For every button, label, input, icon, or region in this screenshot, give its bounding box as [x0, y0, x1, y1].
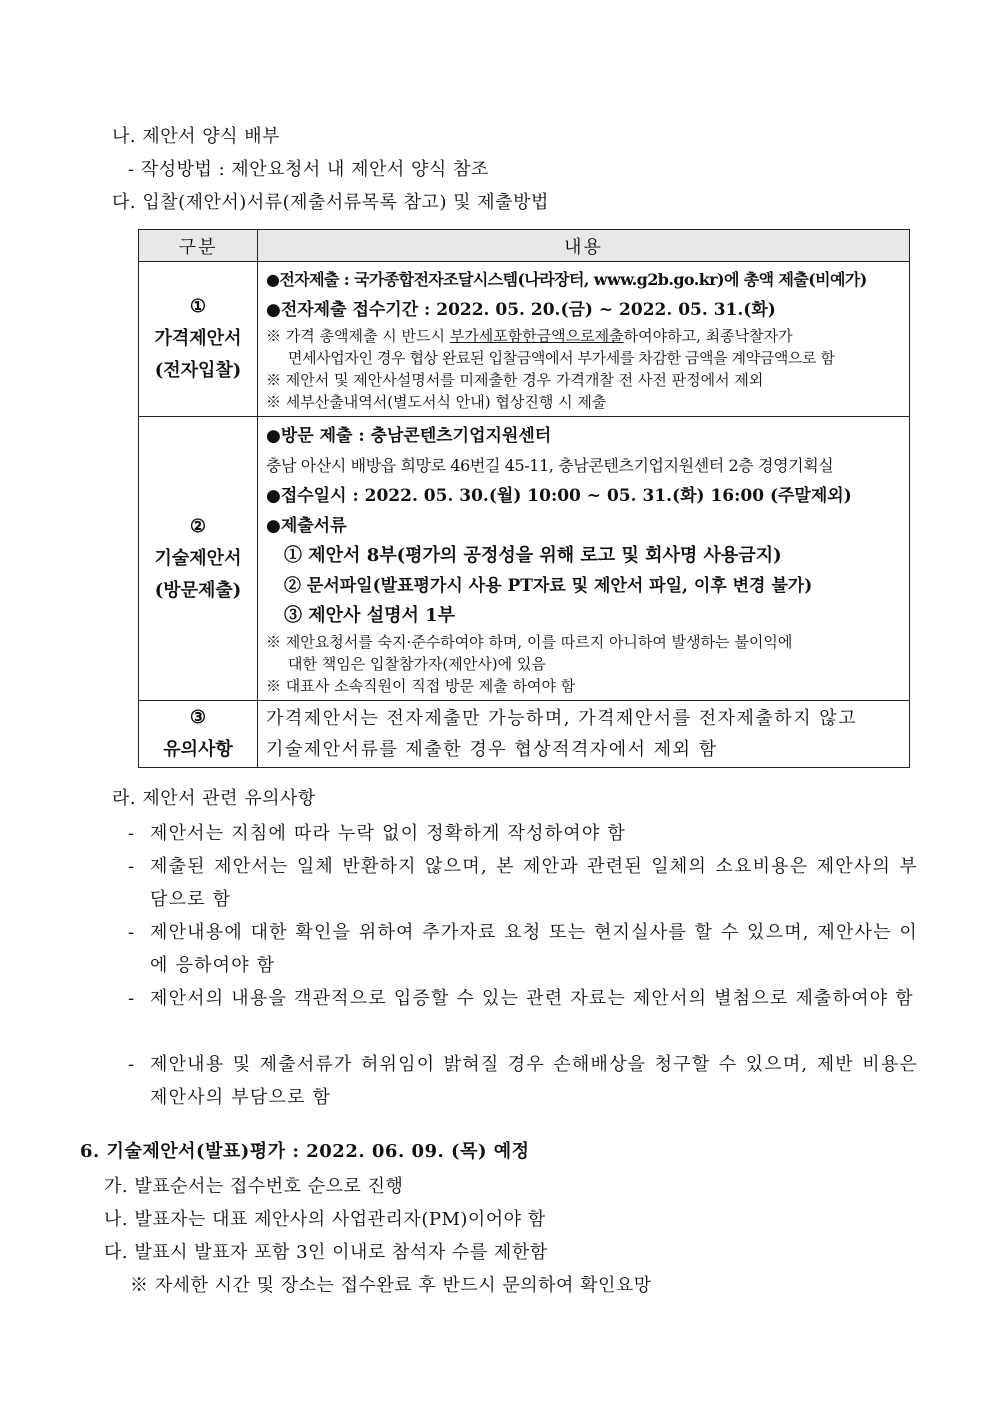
- row2-note2: ※ 대표사 소속직원이 직접 방문 제출 하여야 함: [266, 676, 576, 695]
- row1-line1: ●전자제출 : 국가종합전자조달시스템(나라장터, www.g2b.go.kr)에 총액 제출(비예가): [266, 270, 867, 289]
- table-row: [139, 417, 910, 701]
- row1-note1: [266, 325, 901, 347]
- table-row: [139, 262, 910, 417]
- row2-label: [139, 417, 258, 701]
- header-category: 구분: [139, 230, 258, 262]
- row3-title: 유의사항: [163, 739, 233, 760]
- row3-line2: 기술제안서류를 제출한 경우 협상적격자에서 제외 함: [266, 739, 718, 760]
- section6-na: 나. 발표자는 대표 제안사의 사업관리자(PM)이어야 함: [104, 1209, 546, 1230]
- row3-label: [139, 701, 258, 768]
- item-na: 나. 제안서 양식 배부: [112, 126, 280, 147]
- row2-item1: ① 제안서 8부(평가의 공정성을 위해 로고 및 회사명 사용금지): [284, 544, 782, 566]
- row2-sub: (방문제출): [154, 579, 242, 601]
- section6-note: ※ 자세한 시간 및 장소는 접수완료 후 반드시 문의하여 확인요망: [130, 1275, 652, 1296]
- list-item: - 제안서의 내용을 객관적으로 입증할 수 있는 관련 자료는 제안서의 별첨으로 제출하여야 함: [128, 988, 914, 1009]
- item-na-dash: - 작성방법 : 제안요청서 내 제안서 양식 참조: [128, 159, 489, 180]
- row2-title: 기술제안서: [154, 547, 242, 569]
- list-item: - 제안내용 및 제출서류가 허위임이 밝혀질 경우 손해배상을 청구할 수 있으며, 제반 비용은 제안사의 부담으로 함: [128, 1054, 918, 1108]
- row2-line1: ●방문 제출 : 충남콘텐츠기업지원센터: [266, 425, 552, 446]
- table-header-row: [139, 230, 910, 262]
- list-item: - 제안내용에 대한 확인을 위하여 추가자료 요청 또는 현지실사를 할 수 있으며, 제안사는 이에 응하여야 함: [128, 922, 918, 976]
- row2-line2: 충남 아산시 배방읍 희망로 46번길 45-11, 충남콘텐츠기업지원센터 2층 경영기획실: [266, 455, 834, 475]
- row1-title: 가격제안서: [154, 328, 242, 349]
- row1-num: ①: [189, 296, 207, 317]
- row1-sub: (전자입찰): [154, 360, 242, 381]
- row1-note1-post: 하여야하고, 최종낙찰자가: [623, 327, 793, 345]
- row2-item3: ③ 제안사 설명서 1부: [284, 604, 456, 626]
- list-item: - 제안서는 지침에 따라 누락 없이 정확하게 작성하여야 함: [128, 823, 626, 844]
- row1-label: [139, 262, 258, 417]
- row1-line2: ●전자제출 접수기간 : 2022. 05. 20.(금) ~ 2022. 05. 31.(화): [266, 300, 776, 320]
- submission-table: [138, 229, 910, 768]
- row1-note2: ※ 제안서 및 제안사설명서를 미제출한 경우 가격개찰 전 사전 판정에서 제외: [266, 371, 764, 389]
- row3-num: ③: [189, 707, 207, 728]
- row2-note1: ※ 제안요청서를 숙지·준수하여야 하며, 이를 따르지 아니하여 발생하는 불이익에: [266, 632, 793, 651]
- item-da: 다. 입찰(제안서)서류(제출서류목록 참고) 및 제출방법: [112, 192, 549, 213]
- row1-note1-cont: 면세사업자인 경우 협상 완료된 입찰금액에서 부가세를 차감한 금액을 계약금액으로 함: [288, 349, 835, 367]
- row2-note1-cont: 대한 책임은 입찰참가자(제안사)에 있음: [288, 654, 546, 673]
- row1-note1-underline: 부가세포함한금액으로제출: [449, 327, 624, 345]
- section6-ga: 가. 발표순서는 접수번호 순으로 진행: [104, 1176, 404, 1197]
- item-ra: 라. 제안서 관련 유의사항: [112, 788, 316, 809]
- row3-content: [258, 701, 910, 768]
- row1-note3: ※ 세부산출내역서(별도서식 안내) 협상진행 시 제출: [266, 393, 607, 411]
- row2-content: [258, 417, 910, 701]
- section6-da: 다. 발표시 발표자 포함 3인 이내로 참석자 수를 제한함: [104, 1242, 548, 1263]
- list-item: - 제출된 제안서는 일체 반환하지 않으며, 본 제안과 관련된 일체의 소요비용은 제안사의 부담으로 함: [128, 856, 918, 910]
- row2-line4: ●제출서류: [266, 515, 347, 536]
- row2-num: ②: [189, 515, 207, 537]
- table-row: [139, 701, 910, 768]
- section6-heading: 6. 기술제안서(발표)평가 : 2022. 06. 09. (목) 예정: [80, 1141, 530, 1162]
- row1-content: [258, 262, 910, 417]
- row3-line1: 가격제안서는 전자제출만 가능하며, 가격제안서를 전자제출하지 않고: [266, 708, 858, 729]
- row2-line3: ●접수일시 : 2022. 05. 30.(월) 10:00 ~ 05. 31.(화) 16:00 (주말제외): [266, 485, 852, 506]
- row2-item2: ② 문서파일(발표평가시 사용 PT자료 및 제안서 파일, 이후 변경 불가): [284, 575, 813, 596]
- header-content: 내용: [258, 230, 910, 262]
- row1-note1-pre: ※ 가격 총액제출 시 반드시: [266, 327, 450, 345]
